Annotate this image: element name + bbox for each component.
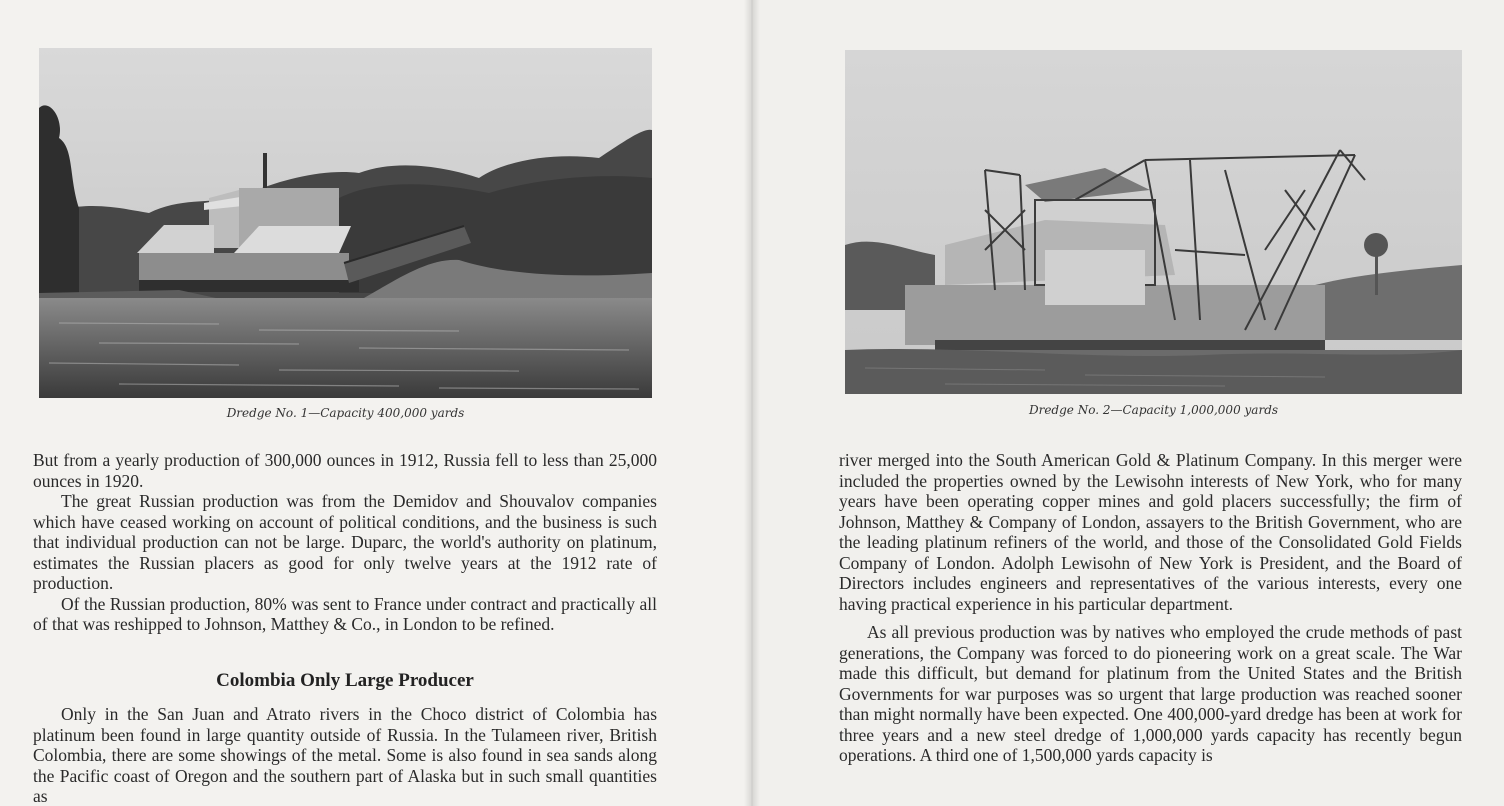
paragraph: The great Russian production was from the Demidov and Shouvalov companies which have ceased working on account of political conditions, and the business is such that individual production can not be large. Duparc, the world's authority on platinum, estimates the Russian placers as good for only twelve years at the 1912 rate of production. <box>33 491 657 593</box>
paragraph: As all previous production was by natives who employed the crude methods of past generations, the Company was forced to do pioneering work on a great scale. The War made this difficult, but demand for platinum from the United States and the British Governments for war purposes was so urgent that large production was reached sooner than might normally have been expected. One 400,000-yard dredge has been at work for three years and a new steel dredge of 1,000,000 yards capacity has recently begun operations. A third one of 1,500,000 yards capacity is <box>839 622 1462 765</box>
paragraph: river merged into the South American Gold & Platinum Company. In this merger were included the properties owned by the Lewisohn interests of New York, who for many years have been operating copper mines and gold placers successfully; the firm of Johnson, Matthey & Company of London, assayers to the British Government, who are the leading platinum refiners of the world, and those of the Consolidated Gold Fields Company of London. Adolph Lewisohn of New York is President, and the Board of Directors includes engineers and representatives of the various interests, every one having practical experience in his particular department. <box>839 450 1462 614</box>
paragraph: But from a yearly production of 300,000 ounces in 1912, Russia fell to less than 25,000 ounces in 1920. <box>33 450 657 491</box>
dredge-1-photo <box>39 48 652 398</box>
body-text <box>33 704 657 806</box>
body-text <box>839 450 1462 766</box>
section-heading: Colombia Only Large Producer <box>216 670 474 691</box>
paragraph: Only in the San Juan and Atrato rivers in the Choco district of Colombia has platinum been found in large quantity outside of Russia. In the Tulameen river, British Colombia, there are some showings of the metal. Some is also found in sea sands along the Pacific coast of Oregon and the southern part of Alaska but in such small quantities as <box>33 704 657 806</box>
right-page <box>752 0 1504 806</box>
figure-caption: Dredge No. 2—Capacity 1,000,000 yards <box>1028 403 1279 417</box>
figure-caption: Dredge No. 1—Capacity 400,000 yards <box>226 406 465 420</box>
book-gutter <box>744 0 760 806</box>
dredge-2-photo <box>845 50 1462 394</box>
paragraph: Of the Russian production, 80% was sent to France under contract and practically all of that was reshipped to Johnson, Matthey & Co., in London to be refined. <box>33 593 657 634</box>
body-text <box>33 450 657 635</box>
